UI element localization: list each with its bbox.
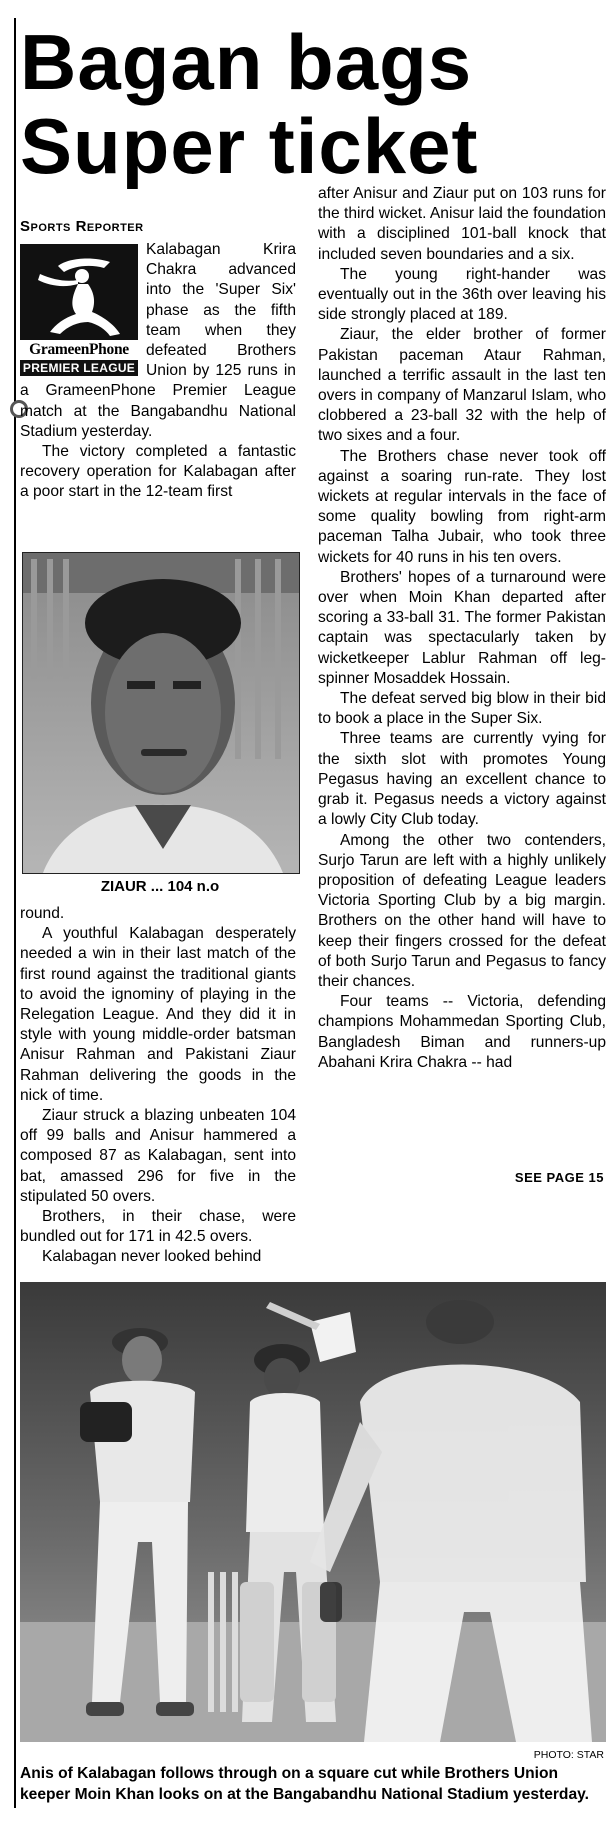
paragraph: Among the other two contenders, Surjo Tarun are left with a highly unlikely proposition of defeating League leaders Victoria Sporting Club by a big margin. Brothers on the other hand will have to keep their fingers crossed for the defeat of both Surjo Tarun and Pegasus to fancy their chances. [318, 831, 606, 990]
article-column-left-bottom [20, 904, 296, 1268]
match-action-photo [20, 1282, 606, 1742]
paragraph: Kalabagan never looked behind [42, 1248, 262, 1266]
portrait-image [23, 553, 299, 873]
column-rule [14, 18, 16, 1808]
paragraph: The victory completed a fantastic recovery operation for Kalabagan after a poor start in the 12-team first [20, 443, 296, 501]
action-image [20, 1282, 606, 1742]
paragraph: round. [20, 905, 65, 922]
player-portrait-photo [22, 552, 300, 874]
paragraph: The Brothers chase never took off against a soaring run-rate. They lost wickets at regular intervals in the face of some quality bowling from right-arm paceman Talha Jubair, who took three wickets for 40 runs in his ten overs. [318, 447, 606, 566]
paragraph: Three teams are currently vying for the sixth slot with promotes Young Pegasus having an excellent chance to grab it. Pegasus needs a victory against a lowly City Club today. [318, 730, 606, 829]
continuation-link[interactable]: SEE PAGE 15 [514, 1170, 604, 1185]
paragraph: Kalabagan Krira Chakra advanced into the 'Super Six' phase as the fifth team when they defeated Brothers Union by 125 runs in a GrameenPhone Premier League match at the Bangabandhu National Stadium yesterday. [20, 241, 296, 440]
paragraph: Brothers, in their chase, were bundled out for 171 in 42.5 overs. [20, 1208, 296, 1246]
article-column-right [318, 184, 606, 1073]
paragraph: Brothers' hopes of a turnaround were over when Moin Khan departed after scoring a 33-ball 31. The former Pakistan captain was spectacularly taken by wicketkeeper Lablur Rahman off leg-spinner Mosaddek Hossain. [318, 568, 606, 687]
photo-caption: Anis of Kalabagan follows through on a square cut while Brothers Union keeper Moin Khan looks on at the Bangabandhu National Stadium yesterday. [20, 1765, 589, 1803]
headline-line-1: Bagan bags [20, 18, 473, 106]
logo-league-name: PREMIER LEAGUE [20, 360, 138, 376]
paragraph: Ziaur, the elder brother of former Pakistan paceman Ataur Rahman, launched a terrific assault in the last ten overs in company of Manzarul Islam, who clobbered a 23-ball 32 with the help of two sixes and a four. [318, 326, 606, 445]
article-column-left-top [20, 240, 296, 503]
paragraph: after Anisur and Ziaur put on 103 runs for the third wicket. Anisur laid the foundation with a disciplined 101-ball knock that included seven boundaries and a six. [318, 185, 606, 263]
logo-sponsor-name: GrameenPhone [29, 341, 129, 358]
headline [20, 20, 610, 188]
photo-credit: PHOTO: STAR [533, 1749, 604, 1761]
paragraph: Ziaur struck a blazing unbeaten 104 off 99 balls and Anisur hammered a composed 87 as Kalabagan, sent into bat, amassed 296 for five in the stipulated 50 overs. [20, 1107, 296, 1205]
paragraph: The young right-hander was eventually out in the 36th over leaving his side strongly placed at 189. [318, 265, 606, 324]
byline-text: Sports Reporter [20, 218, 144, 235]
photo-caption: ZIAUR ... 104 n.o [100, 878, 220, 895]
paragraph: The defeat served big blow in their bid to book a place in the Super Six. [318, 690, 606, 728]
paragraph: Four teams -- Victoria, defending champions Mohammedan Sporting Club, Bangladesh Biman and runners-up Abahani Krira Chakra -- had [318, 993, 606, 1071]
newspaper-page [14, 0, 610, 1827]
cricket-batsman-icon [20, 244, 138, 340]
headline-line-2: Super ticket [20, 102, 479, 190]
logo-graphic [20, 244, 138, 340]
byline [20, 218, 144, 235]
league-logo [20, 244, 138, 376]
paragraph: A youthful Kalabagan desperately needed a win in their last match of the first round against the traditional giants to avoid the ignominy of playing in the Relegation League. And they did it in style with young middle-order batsman Anisur Rahman and Pakistani Ziaur Rahman delivering the goods in the nick of time. [20, 925, 296, 1104]
